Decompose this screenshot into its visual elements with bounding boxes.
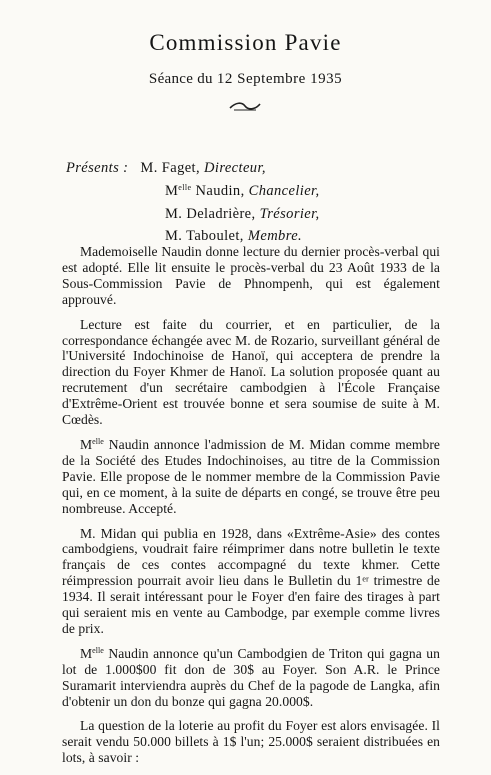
paragraph-text: Lecture est faite du courrier, et en particulier, de la correspondance échangée avec M. de Rozario, surveillant général de l'Université Indochinoise de Hanoï, qui acceptera de prendre la direction du Foyer Khmer de Hanoï. La solution proposée quant au recrutement d'un secrétaire cambodgien à l'École Française d'Extrême-Orient est trouvée bonne et sera soumise de suite à M. Cœdès. xyxy=(62,316,440,428)
member-name: M. Faget, xyxy=(140,160,201,176)
paragraph-text: Mademoiselle Naudin donne lecture du dernier procès-verbal qui est adopté. Elle lit ensuite le procès-verbal du 23 Août 1933 de la Sous-Commission Pavie de Phnompenh, qui est également approuvé. xyxy=(62,244,440,307)
paragraph xyxy=(62,718,440,766)
paragraph xyxy=(62,437,440,517)
presents-line-2 xyxy=(165,183,320,200)
paragraph-text: M. Midan qui publia en 1928, dans «Extrême-Asie» des contes cambodgiens, voudrait faire réimprimer dans notre bulletin le texte français de ces contes accompagné du texte khmer. Cette réimpression pourrait avoir lieu dans le Bulletin du 1ᵉʳ trimestre de 1934. Il serait intéressant pour le Foyer d'en faire des tirages à part qui seraient mis en vente au Cambodge, par exemple comme livres de prix. xyxy=(62,525,440,636)
paragraph-prefix: M xyxy=(80,436,93,452)
ornament-flourish-icon xyxy=(228,100,262,112)
paragraph-text: La question de la loterie au profit du Foyer est alors envisagée. Il serait vendu 50.000 billets à 1$ l'un; 25.000$ seraient distribuées en lots, à savoir : xyxy=(62,718,440,766)
paragraph-text: Naudin annonce l'admission de M. Midan comme membre de la Société des Etudes Indochinoises, au titre de la Commission Pavie. Elle propose de le nommer membre de la Commission Pavie qui, en ce moment, à la suite de départs en congé, se trouve être peu nombreuse. Accepté. xyxy=(62,436,440,516)
paragraph-sup: elle xyxy=(92,645,104,655)
paragraph xyxy=(62,646,440,710)
paragraph xyxy=(62,244,440,308)
member-title-sup: elle xyxy=(178,183,192,192)
paragraph-prefix: M xyxy=(80,645,93,661)
paragraph xyxy=(62,526,440,637)
member-role: Membre. xyxy=(247,228,303,244)
minutes-body xyxy=(62,244,440,775)
presents-line-3 xyxy=(165,206,320,223)
member-role: Chancelier, xyxy=(248,183,320,199)
page-title: Commission Pavie xyxy=(149,30,342,55)
member-name: M. Taboulet, xyxy=(165,228,244,244)
session-label: Séance du xyxy=(148,71,213,87)
session-date-value: 12 Septembre 1935 xyxy=(216,71,343,87)
member-name: Naudin, xyxy=(195,183,245,199)
paragraph-sup: elle xyxy=(92,436,104,446)
presents-label: Présents : xyxy=(66,160,129,176)
member-role: Directeur, xyxy=(204,160,266,176)
session-date xyxy=(0,71,491,88)
member-role: Trésorier, xyxy=(259,206,320,222)
paragraph xyxy=(62,317,440,428)
member-name: M. Deladrière, xyxy=(165,206,256,222)
presents-line-1 xyxy=(66,160,266,177)
member-title-prefix: M xyxy=(165,183,179,199)
paragraph-text: Naudin annonce qu'un Cambodgien de Triton qui gagna un lot de 1.000$00 fit don de 30$ au Foyer. Son A.R. le Prince Suramarit interviendra auprès du Chef de la pagode de Langka, afin d'obtenir un don du bonze qui gagna 20.000$. xyxy=(62,645,440,709)
presents-line-4 xyxy=(165,228,302,245)
